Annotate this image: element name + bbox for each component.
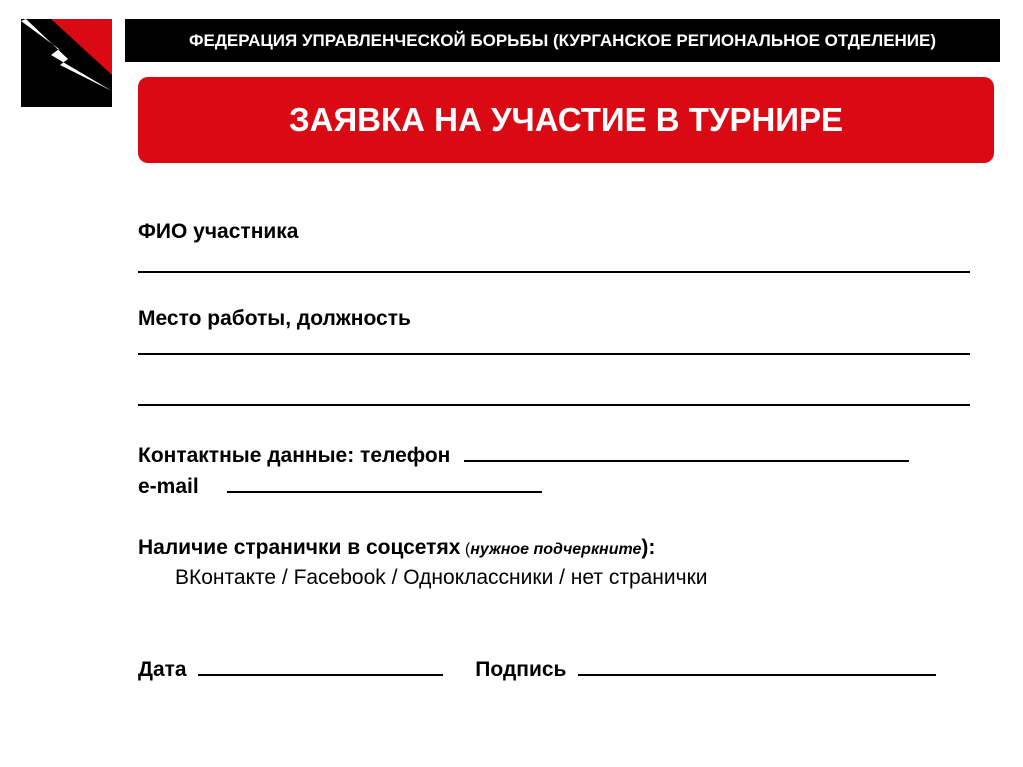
social-close-paren: ):	[641, 536, 656, 559]
organization-name: ФЕДЕРАЦИЯ УПРАВЛЕНЧЕСКОЙ БОРЬБЫ (КУРГАНСКОЕ РЕГИОНАЛЬНОЕ ОТДЕЛЕНИЕ)	[188, 30, 937, 50]
signature-row	[138, 658, 936, 682]
date-field-label: Дата	[138, 658, 187, 681]
signature-input-line[interactable]	[578, 674, 936, 676]
work-input-line[interactable]	[138, 353, 970, 355]
phone-input-line[interactable]	[464, 460, 909, 462]
work-input-line-2[interactable]	[138, 404, 970, 406]
email-field-label: e-mail	[138, 475, 199, 498]
email-input-line[interactable]	[227, 491, 542, 493]
social-note: нужное подчеркните	[470, 541, 642, 558]
date-input-line[interactable]	[198, 674, 443, 676]
name-input-line[interactable]	[138, 271, 970, 273]
phone-field-label: Контактные данные: телефон	[138, 444, 451, 467]
email-row	[138, 475, 542, 499]
work-field-label: Место работы, должность	[138, 307, 411, 330]
organization-header	[125, 19, 1000, 62]
signature-field-label: Подпись	[475, 658, 567, 681]
social-open-paren: (	[460, 541, 471, 558]
name-field-label: ФИО участника	[138, 220, 299, 243]
social-field-label: Наличие странички в соцсетях	[138, 536, 461, 559]
social-options[interactable]: ВКонтакте / Facebook / Одноклассники / нет странички	[175, 566, 708, 589]
social-row	[138, 536, 655, 560]
federation-logo-icon	[21, 19, 112, 107]
contacts-row	[138, 444, 909, 468]
form-title: ЗАЯВКА НА УЧАСТИЕ В ТУРНИРЕ	[288, 101, 844, 138]
form-title-banner	[138, 77, 994, 163]
